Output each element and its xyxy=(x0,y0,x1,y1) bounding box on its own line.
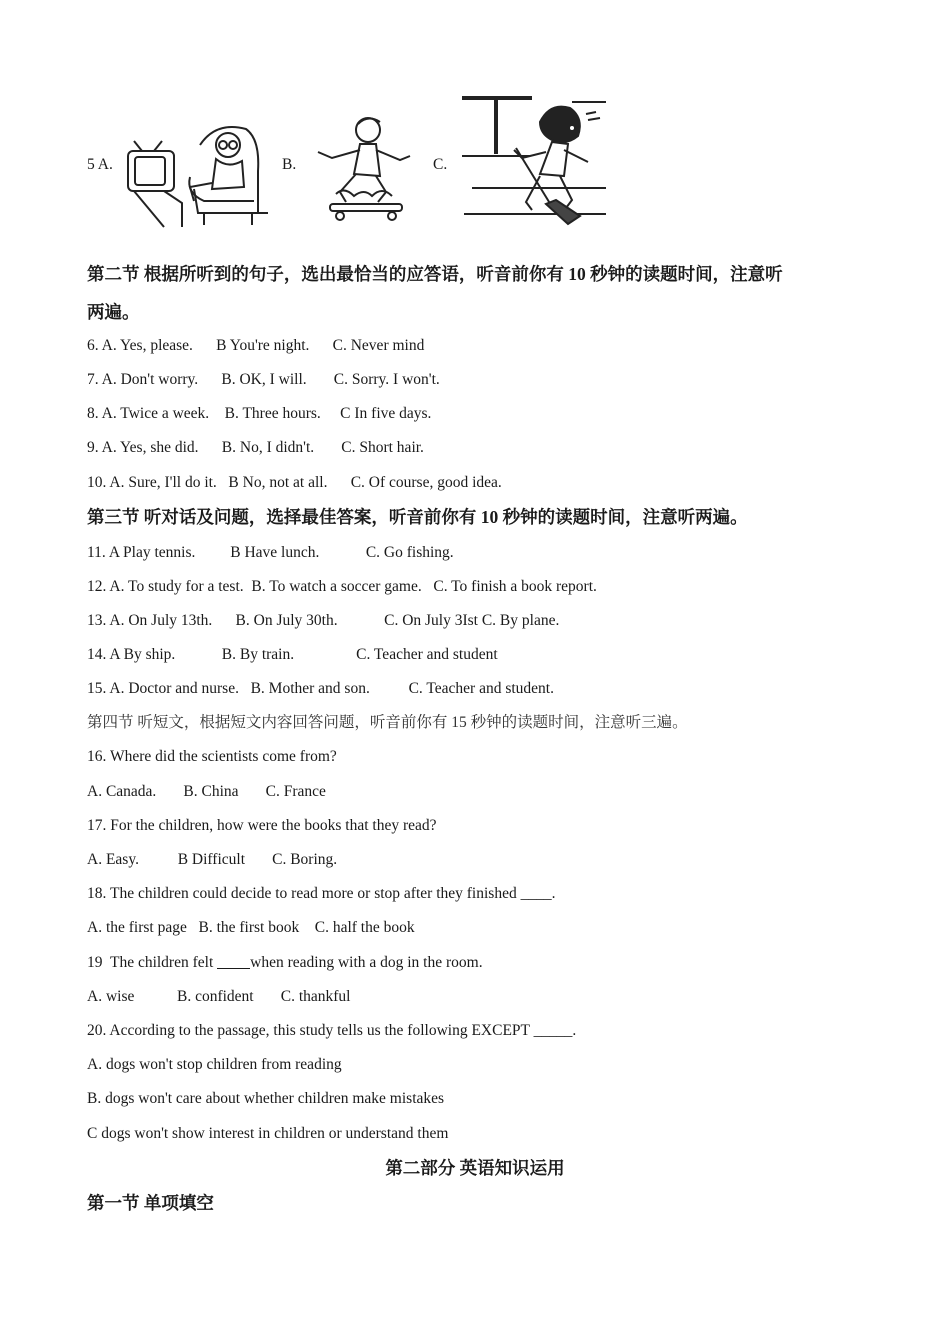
q5-label-c: C. xyxy=(433,156,448,173)
question-20-option-c: C dogs won't show interest in children or understand them xyxy=(87,1125,449,1142)
part2-section1-title: 第一节 单项填空 xyxy=(87,1193,214,1213)
section2-title-line1: 第二节 根据所听到的句子，选出最恰当的应答语，听音前你有 10 秒钟的读题时间，注意听 xyxy=(87,264,783,284)
section3-title: 第三节 听对话及问题，选择最佳答案，听音前你有 10 秒钟的读题时间，注意听两遍。 xyxy=(87,507,748,527)
question-12: 12. A. To study for a test. B. To watch a soccer game. C. To finish a book report. xyxy=(87,578,597,595)
question-19-suffix: when reading with a dog in the room. xyxy=(250,954,483,971)
question-20-option-a: A. dogs won't stop children from reading xyxy=(87,1056,342,1073)
question-17-options: A. Easy. B Difficult C. Boring. xyxy=(87,851,338,868)
question-18-options: A. the first page B. the first book C. half the book xyxy=(87,919,415,936)
question-8: 8. A. Twice a week. B. Three hours. C In five days. xyxy=(87,405,432,422)
question-20-option-b: B. dogs won't care about whether children make mistakes xyxy=(87,1090,445,1107)
question-14: 14. A By ship. B. By train. C. Teacher and student xyxy=(87,646,498,663)
question-11: 11. A Play tennis. B Have lunch. C. Go fishing. xyxy=(87,544,454,561)
question-6: 6. A. Yes, please. B You're night. C. Never mind xyxy=(87,337,425,354)
part2-title: 第二部分 英语知识运用 xyxy=(385,1158,565,1178)
question-10: 10. A. Sure, I'll do it. B No, not at all. C. Of course, good idea. xyxy=(87,474,502,491)
question-18: 18. The children could decide to read more or stop after they finished ____. xyxy=(87,885,556,902)
section4-title: 第四节 听短文，根据短文内容回答问题，听音前你有 15 秒钟的读题时间，注意听三遍。 xyxy=(87,714,688,731)
question-19 xyxy=(87,953,483,973)
skateboarding-picture[interactable] xyxy=(310,112,414,222)
tv-watching-picture[interactable] xyxy=(124,117,270,229)
question-16-options: A. Canada. B. China C. France xyxy=(87,783,326,800)
section2-title-line2: 两遍。 xyxy=(87,302,140,322)
answer-blank xyxy=(217,954,250,969)
question-20: 20. According to the passage, this study tells us the following EXCEPT _____. xyxy=(87,1022,577,1039)
question-15: 15. A. Doctor and nurse. B. Mother and son. C. Teacher and student. xyxy=(87,680,554,697)
question-13: 13. A. On July 13th. B. On July 30th. C. On July 3Ist C. By plane. xyxy=(87,612,560,629)
question-17: 17. For the children, how were the books that they read? xyxy=(87,817,437,834)
question-7: 7. A. Don't worry. B. OK, I will. C. Sorry. I won't. xyxy=(87,371,440,388)
question-19-prefix: 19 The children felt xyxy=(87,954,218,971)
question-16: 16. Where did the scientists come from? xyxy=(87,748,337,765)
sweeping-floor-picture[interactable] xyxy=(460,92,610,230)
question-9: 9. A. Yes, she did. B. No, I didn't. C. Short hair. xyxy=(87,439,424,456)
question-19-options: A. wise B. confident C. thankful xyxy=(87,988,351,1005)
q5-label-b: B. xyxy=(282,156,297,173)
q5-label-a: 5 A. xyxy=(87,156,113,173)
